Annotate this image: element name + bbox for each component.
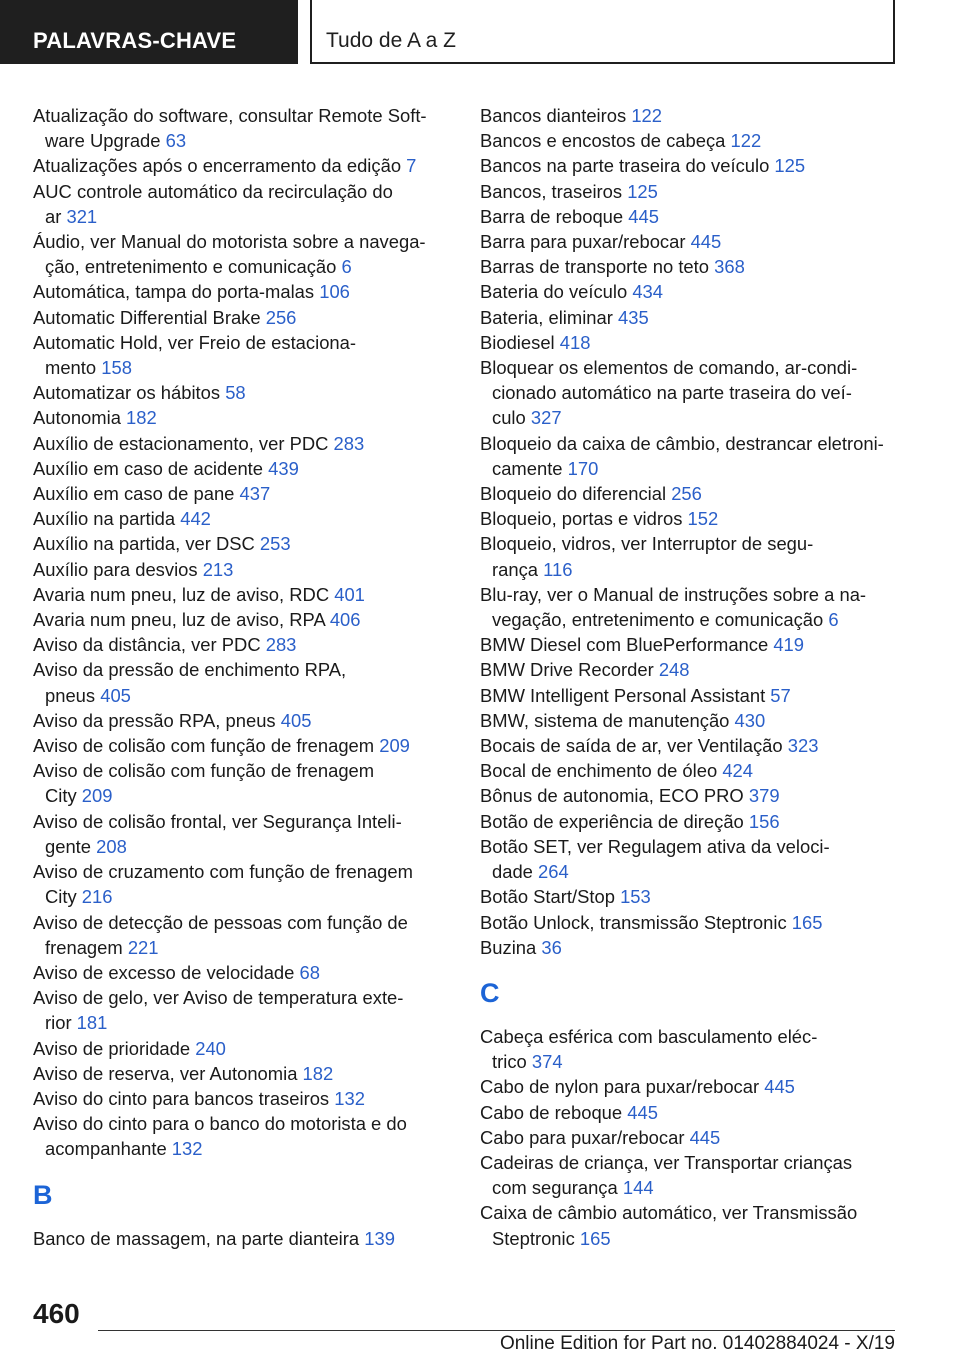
index-entry	[480, 179, 900, 204]
index-entry	[480, 1074, 900, 1099]
index-entry-text: Aviso de detecção de pessoas com função de	[33, 911, 408, 933]
page-reference-link[interactable]: 283	[265, 634, 297, 656]
page-reference-link[interactable]: 63	[165, 130, 187, 152]
index-entry-text: Botão de experiência de direção	[480, 810, 749, 832]
index-entry-text: Barra de reboque	[480, 205, 629, 227]
index-entry-text: gente	[45, 835, 97, 857]
page-reference-link[interactable]: 405	[280, 709, 312, 731]
page-reference-link[interactable]: 327	[530, 407, 562, 429]
index-entry-text: Bancos e encostos de cabeça	[480, 130, 731, 152]
page-reference-link[interactable]: 264	[538, 861, 569, 883]
index-entry	[33, 910, 463, 960]
page-reference-link[interactable]: 36	[541, 936, 562, 958]
index-entry	[33, 103, 463, 153]
footer-divider	[98, 1330, 895, 1331]
index-entry-text: Aviso de gelo, ver Aviso de temperatura exte‐	[33, 987, 404, 1009]
index-entry	[33, 708, 463, 733]
index-entry	[480, 481, 900, 506]
index-entry-text: Barras de transporte no teto	[480, 256, 715, 278]
index-entry-text: Bônus de autonomia, ECO PRO	[480, 785, 749, 807]
index-entry	[480, 582, 900, 632]
index-entry-text: Automatic Differential Brake	[33, 306, 266, 328]
index-entry	[480, 910, 900, 935]
page-reference-link[interactable]: 208	[96, 835, 127, 857]
index-entry-text: Atualização do software, consultar Remote Soft‐	[33, 105, 427, 126]
page-reference-link[interactable]: 153	[620, 886, 651, 908]
page-reference-link[interactable]: 216	[81, 886, 113, 908]
index-entry-text: culo	[492, 407, 531, 429]
page-reference-link[interactable]: 6	[341, 256, 352, 278]
index-entry	[480, 935, 900, 960]
page-reference-link[interactable]: 368	[714, 256, 745, 278]
index-entry	[33, 985, 463, 1035]
index-entry-text: City	[45, 886, 82, 908]
index-entry	[480, 834, 900, 884]
index-entry	[33, 330, 463, 380]
index-entry-text: Blu-ray, ver o Manual de instruções sobre a na‐	[480, 583, 867, 605]
index-entry	[33, 153, 463, 178]
index-letter-heading: B	[33, 1179, 53, 1210]
index-entry-text: Botão Unlock, transmissão Steptronic	[480, 911, 792, 933]
index-entry-text: Aviso de colisão frontal, ver Segurança Inteli‐	[33, 810, 402, 832]
page-reference-link[interactable]: 430	[734, 709, 766, 731]
page-reference-link[interactable]: 253	[259, 533, 291, 555]
index-entry-text: mento	[45, 357, 102, 379]
index-entry-text: Botão SET, ver Regulagem ativa da veloci‐	[480, 835, 830, 857]
page-reference-link[interactable]: 445	[627, 1101, 658, 1123]
index-entry-text: BMW, sistema de manutenção	[480, 709, 735, 731]
index-entry	[33, 456, 463, 481]
index-entry	[480, 758, 900, 783]
index-entry	[480, 305, 900, 330]
index-entry	[33, 758, 463, 808]
index-entry-text: Áudio, ver Manual do motorista sobre a navega‐	[33, 231, 426, 253]
index-entry-text: Buzina	[480, 936, 542, 958]
page-reference-link[interactable]: 401	[334, 583, 365, 605]
edition-info: Online Edition for Part no. 01402884024 - X/19	[499, 1333, 895, 1354]
page-reference-link[interactable]: 152	[687, 508, 719, 530]
index-entry	[33, 1111, 463, 1161]
section-title: PALAVRAS-CHAVE	[33, 28, 237, 53]
page-reference-link[interactable]: 116	[543, 558, 573, 580]
index-entry	[480, 733, 900, 758]
index-entry-text: Automatizar os hábitos	[33, 382, 226, 404]
index-entry	[480, 330, 900, 355]
page-reference-link[interactable]: 170	[567, 457, 599, 479]
page-number: 460	[33, 1298, 80, 1329]
page-reference-link[interactable]: 122	[730, 130, 762, 152]
page-reference-link[interactable]: 445	[764, 1076, 795, 1098]
index-entry	[480, 1024, 900, 1074]
index-entry-text: dade	[492, 861, 539, 883]
index-entry-text: Aviso do cinto para o banco do motorista e do	[33, 1113, 407, 1135]
index-entry	[480, 783, 900, 808]
index-entry	[33, 279, 463, 304]
index-entry-text: Bateria, eliminar	[480, 306, 618, 328]
page-reference-link[interactable]: 125	[627, 180, 658, 202]
index-entry-text: Avaria num pneu, luz de aviso, RDC	[33, 583, 335, 605]
index-entry-text: Bocais de saída de ar, ver Ventilação	[480, 735, 788, 757]
index-entry-text: Aviso do cinto para bancos traseiros	[33, 1087, 335, 1109]
index-column-left	[33, 103, 463, 1251]
index-entry-text: Atualizações após o encerramento da edição	[33, 155, 407, 177]
index-entry	[480, 279, 900, 304]
index-entry-text: cionado automático na parte traseira do veí‐	[492, 382, 852, 404]
index-entry	[480, 431, 900, 481]
page-title: Tudo de A a Z	[326, 29, 456, 52]
index-entry-text: Cabo de reboque	[480, 1101, 628, 1123]
index-entry	[33, 1086, 463, 1111]
index-entry-text: Bloquear os elementos de comando, ar-condi‐	[480, 357, 858, 379]
index-entry-text: ar	[45, 205, 67, 227]
index-entry-text: Automática, tampa do porta-malas	[33, 281, 320, 303]
index-entry	[33, 607, 463, 632]
index-entry-text: Automatic Hold, ver Freio de estaciona‐	[33, 331, 357, 353]
index-entry-text: Aviso da pressão de enchimento RPA,	[33, 659, 347, 681]
page-reference-link[interactable]: 434	[632, 281, 664, 303]
index-entry	[33, 431, 463, 456]
index-entry-text: Aviso de reserva, ver Autonomia	[33, 1062, 303, 1084]
page-reference-link[interactable]: 323	[787, 735, 819, 757]
index-entry	[480, 1100, 900, 1125]
index-entry	[480, 128, 900, 153]
page-reference-link[interactable]: 256	[671, 483, 702, 505]
index-entry-text: rior	[45, 1012, 77, 1034]
index-entry	[480, 103, 900, 128]
page-reference-link[interactable]: 442	[180, 508, 211, 530]
index-entry	[480, 1125, 900, 1150]
index-entry-text: ção, entretenimento e comunicação	[45, 256, 342, 278]
page-reference-link[interactable]: 424	[722, 760, 753, 782]
page-reference-link[interactable]: 106	[319, 281, 350, 303]
index-entry	[33, 859, 463, 909]
index-entry-text: Bloqueio da caixa de câmbio, destrancar eletroni‐	[480, 432, 884, 454]
page-reference-link[interactable]: 418	[559, 331, 591, 353]
index-entry	[480, 506, 900, 531]
index-entry-text: Bancos, traseiros	[480, 180, 628, 202]
index-entry-text: Aviso de colisão com função de frenagem	[33, 735, 380, 757]
index-entry	[33, 960, 463, 985]
index-entry-text: acompanhante	[45, 1138, 172, 1160]
page-reference-link[interactable]: 165	[791, 911, 823, 933]
index-entry-text: Auxílio em caso de pane	[33, 483, 240, 505]
index-entry	[480, 657, 900, 682]
index-entry	[33, 657, 463, 707]
page-reference-link[interactable]: 6	[828, 609, 839, 631]
index-entry-text: Barra para puxar/rebocar	[480, 231, 691, 253]
page-reference-link[interactable]: 165	[579, 1227, 611, 1249]
index-entry	[33, 733, 463, 758]
index-entry	[33, 1061, 463, 1086]
index-entry-text: Aviso da pressão RPA, pneus	[33, 709, 281, 731]
index-entry-text: frenagem	[45, 936, 128, 958]
index-column-right	[480, 103, 900, 1251]
page-reference-link[interactable]: 132	[334, 1087, 365, 1109]
index-entry-text: Bancos dianteiros	[480, 105, 632, 126]
index-entry	[33, 506, 463, 531]
index-entry-text: ware Upgrade	[45, 130, 166, 152]
page-reference-link[interactable]: 439	[268, 457, 299, 479]
index-entry	[480, 531, 900, 581]
index-entry-text: City	[45, 785, 82, 807]
index-entry-text: Banco de massagem, na parte dianteira	[33, 1227, 365, 1249]
page-reference-link[interactable]: 445	[689, 1126, 721, 1148]
index-entry	[480, 632, 900, 657]
index-entry	[33, 380, 463, 405]
index-entry	[480, 1150, 900, 1200]
index-entry-text: Bloqueio, vidros, ver Interruptor de segu‐	[480, 533, 814, 555]
page-reference-link[interactable]: 122	[631, 105, 662, 126]
page-reference-link[interactable]: 240	[195, 1037, 226, 1059]
page-reference-link[interactable]: 435	[617, 306, 649, 328]
page-reference-link[interactable]: 213	[202, 558, 234, 580]
page-reference-link[interactable]: 209	[379, 735, 410, 757]
index-entry-text: Auxílio para desvios	[33, 558, 203, 580]
page-reference-link[interactable]: 379	[748, 785, 780, 807]
page-reference-link[interactable]: 405	[100, 684, 131, 706]
page-reference-link[interactable]: 132	[171, 1138, 203, 1160]
index-entry-text: BMW Drive Recorder	[480, 659, 659, 681]
index-entry-text: Bancos na parte traseira do veículo	[480, 155, 775, 177]
index-entry	[480, 683, 900, 708]
page-reference-link[interactable]: 437	[239, 483, 271, 505]
index-entry-text: Cabo para puxar/rebocar	[480, 1126, 690, 1148]
index-entry	[33, 1036, 463, 1061]
section-tab	[0, 0, 298, 64]
index-entry-text: Bloqueio do diferencial	[480, 483, 672, 505]
index-entry	[33, 229, 463, 279]
page-reference-link[interactable]: 181	[76, 1012, 108, 1034]
page-reference-link[interactable]: 158	[101, 357, 132, 379]
index-entry	[33, 809, 463, 859]
index-entry-text: Cadeiras de criança, ver Transportar crianças	[480, 1151, 853, 1173]
index-entry	[480, 708, 900, 733]
index-entry	[480, 153, 900, 178]
index-entry-text: Cabeça esférica com basculamento eléc‐	[480, 1025, 818, 1047]
page-reference-link[interactable]: 256	[265, 306, 297, 328]
page-reference-link[interactable]: 139	[364, 1227, 395, 1249]
page-reference-link[interactable]: 445	[628, 205, 659, 227]
index-entry	[33, 405, 463, 430]
page-reference-link[interactable]: 57	[770, 684, 791, 706]
index-entry	[33, 481, 463, 506]
index-entry-text: Botão Start/Stop	[480, 886, 621, 908]
index-entry	[33, 305, 463, 330]
page-reference-link[interactable]: 321	[66, 205, 98, 227]
index-entry	[33, 531, 463, 556]
page-reference-link[interactable]: 221	[127, 936, 159, 958]
index-entry-text: BMW Intelligent Personal Assistant	[480, 684, 771, 706]
index-entry-text: Cabo de nylon para puxar/rebocar	[480, 1076, 765, 1098]
index-entry-text: Bateria do veículo	[480, 281, 633, 303]
index-entry-text: AUC controle automático da recirculação do	[33, 180, 393, 202]
page-reference-link[interactable]: 419	[773, 634, 805, 656]
page-reference-link[interactable]: 209	[81, 785, 113, 807]
index-entry-text: Steptronic	[492, 1227, 580, 1249]
index-entry	[480, 229, 900, 254]
index-entry-text: Aviso de excesso de velocidade	[33, 961, 300, 983]
page-reference-link[interactable]: 7	[406, 155, 417, 177]
index-entry-text: Aviso da distância, ver PDC	[33, 634, 266, 656]
page-reference-link[interactable]: 406	[329, 609, 361, 631]
page-reference-link[interactable]: 445	[690, 231, 722, 253]
index-entry-text: trico	[492, 1051, 532, 1073]
index-entry-text: pneus	[45, 684, 101, 706]
index-entry-text: Aviso de colisão com função de frenagem	[33, 760, 375, 782]
index-entry-text: com segurança	[492, 1177, 623, 1199]
index-entry-text: Caixa de câmbio automático, ver Transmissão	[480, 1202, 858, 1224]
index-letter-heading: C	[480, 977, 500, 1008]
index-entry-text: Autonomia	[33, 407, 127, 429]
index-entry	[480, 254, 900, 279]
index-entry	[33, 179, 463, 229]
index-entry	[33, 1226, 463, 1251]
page-reference-link[interactable]: 182	[302, 1062, 334, 1084]
index-entry	[480, 1200, 900, 1250]
index-entry-text: vegação, entretenimento e comunicação	[492, 609, 829, 631]
index-entry-text: Aviso de cruzamento com função de frenagem	[33, 861, 413, 883]
page-reference-link[interactable]: 125	[774, 155, 806, 177]
page-reference-link[interactable]: 68	[299, 961, 320, 983]
index-entry-text: Avaria num pneu, luz de aviso, RPA	[33, 609, 330, 631]
index-entry-text: Auxílio na partida, ver DSC	[33, 533, 260, 555]
index-entry-text: Auxílio na partida	[33, 508, 181, 530]
index-entry-text: Bloqueio, portas e vidros	[480, 508, 688, 530]
index-entry	[33, 582, 463, 607]
index-entry-text: Biodiesel	[480, 331, 560, 353]
index-entry-text: Bocal de enchimento de óleo	[480, 760, 723, 782]
index-entry-text: Auxílio de estacionamento, ver PDC	[33, 432, 334, 454]
page-reference-link[interactable]: 374	[531, 1051, 563, 1073]
index-entry	[33, 632, 463, 657]
index-entry-text: Auxílio em caso de acidente	[33, 457, 269, 479]
index-entry-text: Aviso de prioridade	[33, 1037, 196, 1059]
page-reference-link[interactable]: 283	[333, 432, 365, 454]
page-reference-link[interactable]: 156	[748, 810, 780, 832]
index-entry	[480, 355, 900, 431]
page-reference-link[interactable]: 182	[126, 407, 157, 429]
index-entry-text: rança	[492, 558, 544, 580]
header-title-box	[310, 0, 895, 64]
index-entry-text: camente	[492, 457, 568, 479]
index-entry	[33, 557, 463, 582]
index-entry	[480, 809, 900, 834]
index-entry	[480, 204, 900, 229]
page-reference-link[interactable]: 248	[658, 659, 690, 681]
page-reference-link[interactable]: 144	[622, 1177, 654, 1199]
page-reference-link[interactable]: 58	[225, 382, 246, 404]
index-entry	[480, 884, 900, 909]
index-entry-text: BMW Diesel com BluePerformance	[480, 634, 774, 656]
